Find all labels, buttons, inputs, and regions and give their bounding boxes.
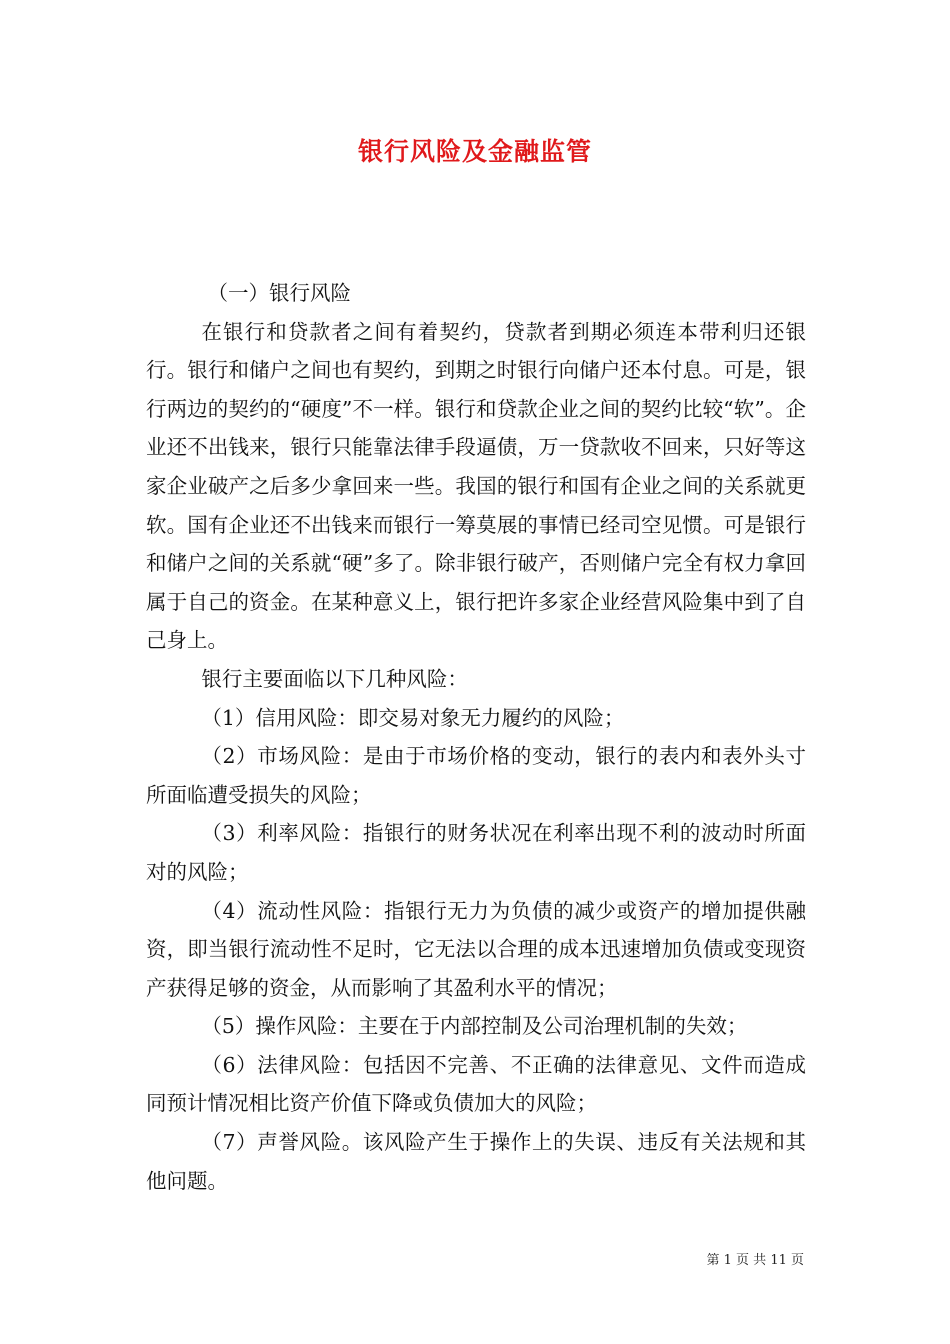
risk-item-liquidity: （4）流动性风险：指银行无力为负债的减少或资产的增加提供融资，即当银行流动性不足时，它无法以合理的成本迅速增加负债或变现资产获得足够的资金，从而影响了其盈利水平的情况； [146,898,806,1000]
page-number: 第 1 页 共 11 页 [706,1253,804,1268]
paragraph: 在银行和贷款者之间有着契约，贷款者到期必须连本带利归还银行。银行和储户之间也有契约，到期之时银行向储户还本付息。可是，银行两边的契约的“硬度”不一样。银行和贷款企业之间的契约比较“软”。企业还不出钱来，银行只能靠法律手段逼债，万一贷款收不回来，只好等这家企业破产之后多少拿回来一些。我国的银行和国有企业之间的关系就更软。国有企业还不出钱来而银行一筹莫展的事情已经司空见惯。可是银行和储户之间的关系就“硬”多了。除非银行破产，否则储户完全有权力拿回属于自己的资金。在某种意义上，银行把许多家企业经营风险集中到了自己身上。 [146,319,806,653]
risk-item-market: （2）市场风险：是由于市场价格的变动，银行的表内和表外头寸所面临遭受损失的风险； [146,744,806,807]
risk-item-reputation: （7）声誉风险。该风险产生于操作上的失误、违反有关法规和其他问题。 [146,1130,806,1193]
document-body [146,274,806,1200]
risk-item-interest-rate: （3）利率风险：指银行的财务状况在利率出现不利的波动时所面对的风险； [146,821,806,884]
risk-item-credit: （1）信用风险：即交易对象无力履约的风险； [201,705,625,730]
risk-item-operational: （5）操作风险：主要在于内部控制及公司治理机制的失效； [201,1014,748,1039]
risks-intro: 银行主要面临以下几种风险： [201,666,468,691]
risk-item-legal: （6）法律风险：包括因不完善、不正确的法律意见、文件而造成同预计情况相比资产价值下降或负债加大的风险； [146,1052,806,1116]
section-heading: （一）银行风险 [207,281,351,305]
page-title: 银行风险及金融监管 [357,137,592,166]
